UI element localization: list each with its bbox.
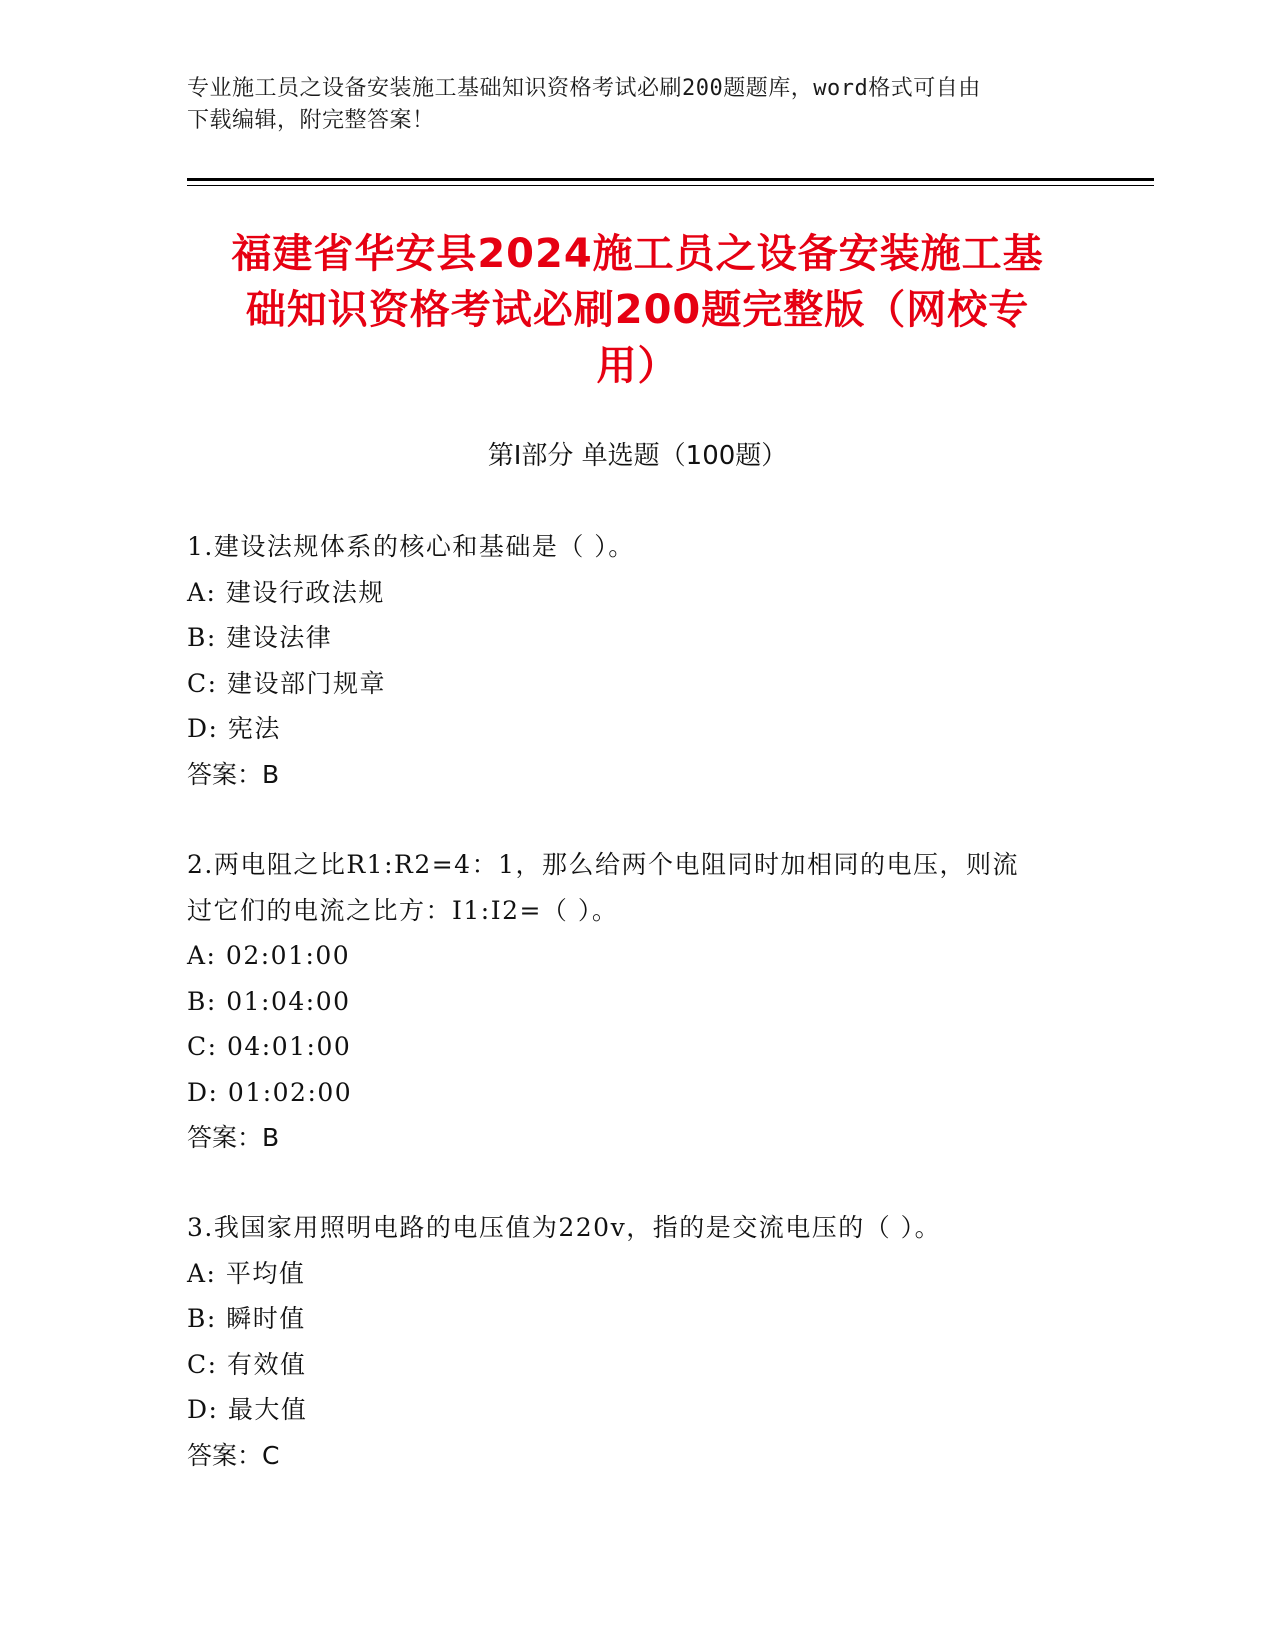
header-note-line-1: 专业施工员之设备安装施工基础知识资格考试必刷200题题库，word格式可自由 <box>187 76 981 101</box>
header-rule-thin <box>187 185 1154 186</box>
header-rule-thick <box>187 178 1154 181</box>
document-title-line-2: 础知识资格考试必刷200题完整版（网校专 <box>245 287 1030 333</box>
question-stem: 3.我国家用照明电路的电压值为220v，指的是交流电压的（ ）。 <box>187 1213 942 1242</box>
question-stem: 1.建设法规体系的核心和基础是（ ）。 <box>187 532 635 561</box>
option-c: C: 04:01:00 <box>187 1032 352 1061</box>
option-d: D: 宪法 <box>187 714 281 743</box>
option-a: A: 建设行政法规 <box>187 577 385 607</box>
option-c: C: 有效值 <box>187 1349 307 1379</box>
question-stem-line-2: 过它们的电流之比方：I1:I2=（ ）。 <box>187 895 619 925</box>
document-title <box>175 226 1100 394</box>
question-1 <box>187 524 1067 797</box>
option-d: D: 01:02:00 <box>187 1077 353 1107</box>
question-2 <box>187 842 1067 1161</box>
question-stem-line-1: 2.两电阻之比R1:R2=4：1，那么给两个电阻同时加相同的电压，则流 <box>187 850 1019 879</box>
option-b: B: 瞬时值 <box>187 1304 306 1333</box>
option-d: D: 最大值 <box>187 1395 308 1424</box>
header-note-line-2: 下载编辑，附完整答案！ <box>187 108 435 133</box>
document-title-line-1: 福建省华安县2024施工员之设备安装施工基 <box>231 231 1044 277</box>
answer: 答案：B <box>187 1123 280 1152</box>
header-note <box>187 73 1067 137</box>
option-b: B: 01:04:00 <box>187 986 351 1016</box>
answer: 答案：C <box>187 1440 280 1470</box>
option-c: C: 建设部门规章 <box>187 668 386 698</box>
option-b: B: 建设法律 <box>187 623 333 652</box>
answer: 答案：B <box>187 759 280 789</box>
option-a: A: 02:01:00 <box>187 941 351 970</box>
option-a: A: 平均值 <box>187 1258 306 1288</box>
document-title-line-3: 用） <box>596 343 679 389</box>
question-3 <box>187 1205 1067 1478</box>
section-heading: 第Ⅰ部分 单选题（100题） <box>487 441 788 471</box>
